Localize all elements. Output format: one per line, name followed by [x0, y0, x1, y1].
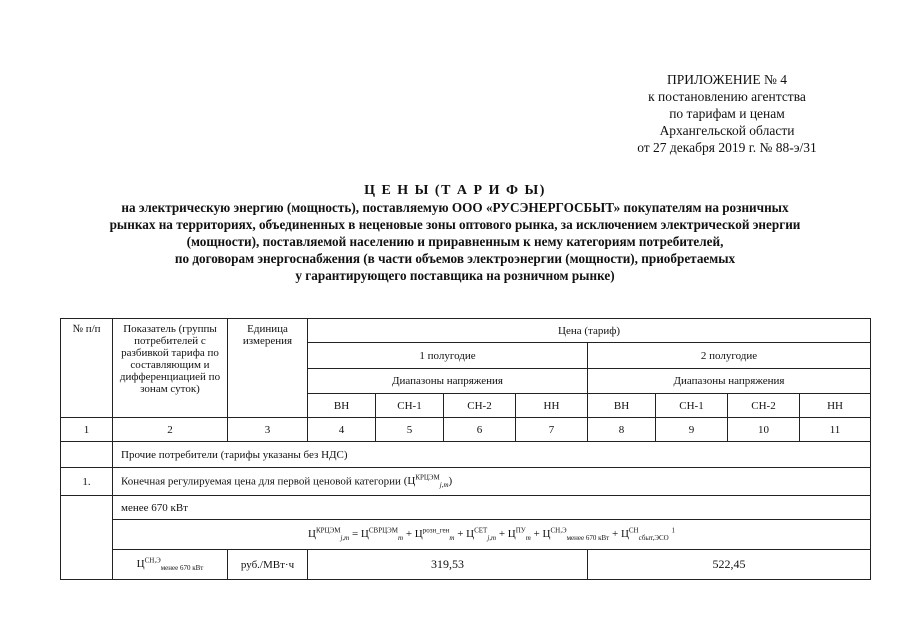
tariff-symbol	[113, 550, 228, 580]
voltage-level: СН-2	[444, 394, 516, 418]
table-row	[61, 442, 871, 468]
header-voltage-ranges: Диапазоны напряжения	[308, 369, 588, 394]
header-half2: 2 полугодие	[588, 343, 871, 369]
column-number: 4	[308, 418, 376, 442]
empty-cell	[61, 496, 113, 580]
empty-cell	[61, 442, 113, 468]
formula-symbol: $(Ц^{КРЦЭМ}_{j,m})$	[403, 473, 453, 490]
title-line: на электрическую энергию (мощность), поставляемую ООО «РУСЭНЕРГОСБЫТ» покупателям на розничных	[121, 200, 789, 215]
header-num: № п/п	[61, 319, 113, 418]
row-number: 1.	[61, 468, 113, 496]
column-number: 8	[588, 418, 656, 442]
header-indicator: Показатель (группы потребителей с разбивкой тарифа по составляющим и дифференциацией по зонам суток)	[113, 319, 228, 418]
price-table	[60, 318, 871, 580]
tariff-symbol-formula: $Ц^{СН,Э}_{менее 670 кВт}$	[136, 556, 204, 573]
column-number: 6	[444, 418, 516, 442]
column-number-row	[61, 418, 871, 442]
formula-content: $Ц^{КРЦЭМ}_{j,m} = Ц^{СВРЦЭМ}_m + Ц^{розн\_ген}_m + Ц^{СЕТ}_{j,m} + Ц^{ПУ}_m + Ц^{СН,Э}_{менее 670 кВт} + Ц^{СН}_{сбыт,ЭСО}$ $^1$	[308, 526, 675, 543]
appendix-date: от 27 декабря 2019 г. № 88-э/31	[637, 140, 817, 155]
title-line: рынках на территориях, объединенных в неценовые зоны оптового рынка, за исключением электрической энергии	[109, 217, 801, 232]
column-number: 3	[228, 418, 308, 442]
column-number: 5	[376, 418, 444, 442]
header-price: Цена (тариф)	[308, 319, 871, 343]
title-line: (мощности), поставляемой населению и приравненным к нему категориям потребителей,	[186, 234, 724, 249]
appendix-line: Архангельской области	[659, 123, 795, 138]
column-number: 2	[113, 418, 228, 442]
table-row	[61, 468, 871, 496]
header-voltage-ranges: Диапазоны напряжения	[588, 369, 871, 394]
row-description-text: Конечная регулируемая цена для первой ценовой категории	[121, 475, 401, 488]
voltage-level: СН-2	[728, 394, 800, 418]
title-main: Ц Е Н Ы (Т А Р И Ф Ы)	[364, 183, 546, 198]
capacity-group-label: менее 670 кВт	[113, 496, 871, 520]
voltage-level: НН	[800, 394, 871, 418]
header-unit: Единица измерения	[228, 319, 308, 418]
formula-row	[61, 520, 871, 550]
header-row	[61, 319, 871, 343]
column-number: 9	[656, 418, 728, 442]
appendix-line: по тарифам и ценам	[669, 106, 785, 121]
voltage-level: СН-1	[656, 394, 728, 418]
voltage-level: ВН	[308, 394, 376, 418]
appendix-header	[597, 71, 857, 156]
unit-cell: руб./МВт·ч	[228, 550, 308, 580]
column-number: 11	[800, 418, 871, 442]
title-line: у гарантирующего поставщика на розничном рынке)	[295, 268, 615, 283]
voltage-level: СН-1	[376, 394, 444, 418]
voltage-level: НН	[516, 394, 588, 418]
table-row	[61, 550, 871, 580]
row-description	[113, 468, 871, 496]
voltage-level: ВН	[588, 394, 656, 418]
column-number: 1	[61, 418, 113, 442]
price-half2: 522,45	[588, 550, 871, 580]
document-title	[60, 182, 850, 284]
price-half1: 319,53	[308, 550, 588, 580]
table-row	[61, 496, 871, 520]
column-number: 10	[728, 418, 800, 442]
appendix-line: к постановлению агентства	[648, 89, 806, 104]
header-half1: 1 полугодие	[308, 343, 588, 369]
appendix-title: ПРИЛОЖЕНИЕ № 4	[666, 72, 788, 87]
other-consumers-label: Прочие потребители (тарифы указаны без НДС)	[113, 442, 871, 468]
title-line: по договорам энергоснабжения (в части объемов электроэнергии (мощности), приобретаемых	[174, 251, 736, 266]
column-number: 7	[516, 418, 588, 442]
price-formula	[113, 520, 871, 550]
